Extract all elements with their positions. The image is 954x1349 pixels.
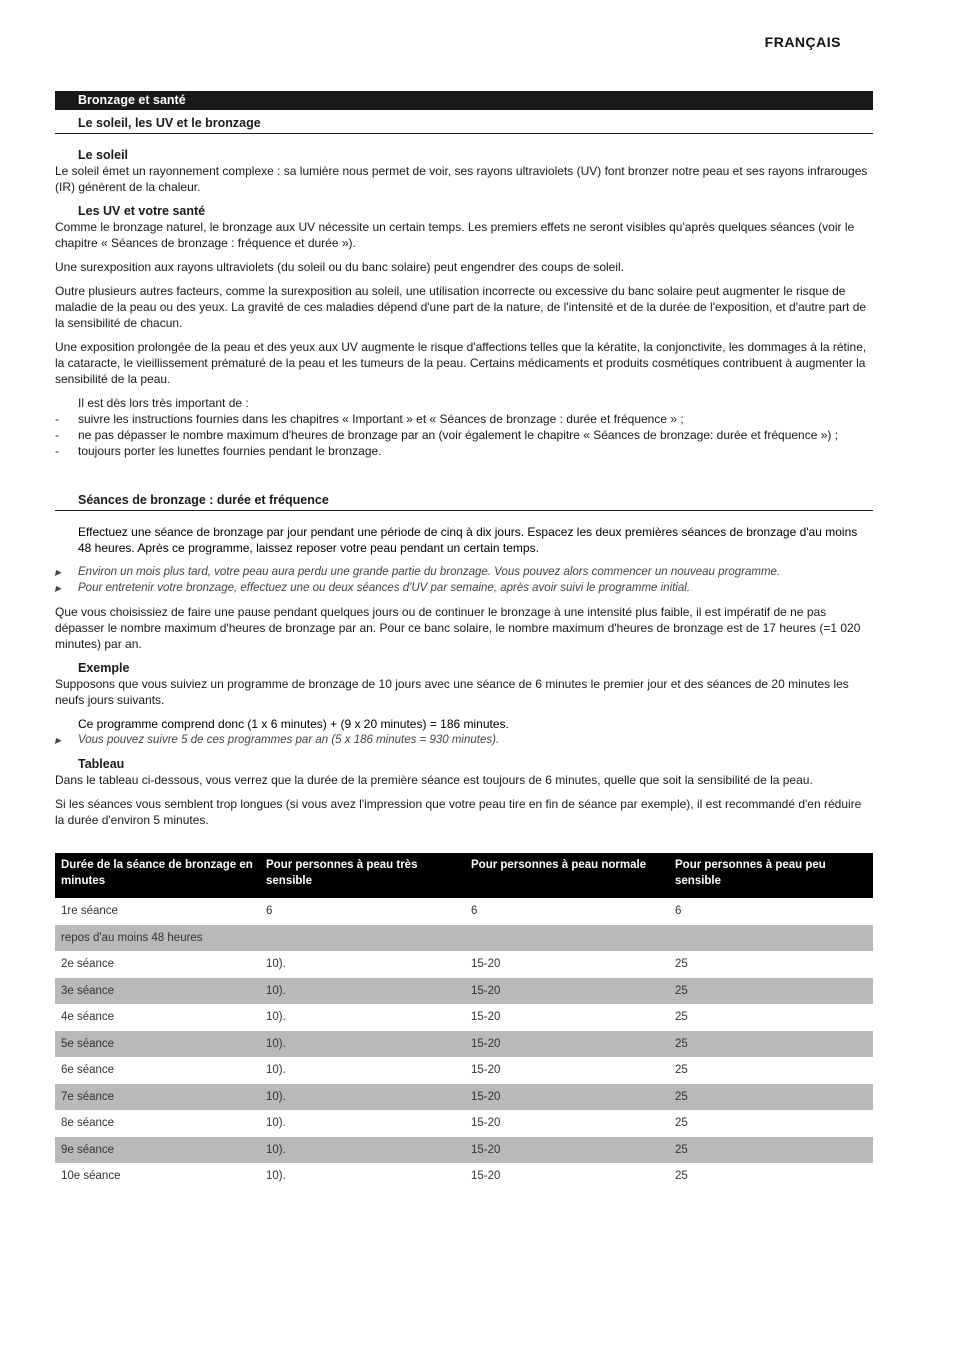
example-text: Supposons que vous suiviez un programme de bronzage de 10 jours avec une séance de 6 minutes le premier jour et des séances de 20 minutes les neufs jours suivants. — [55, 677, 849, 707]
column-header: Pour personnes à peau normale — [465, 853, 669, 898]
table-cell: 3e séance — [55, 978, 260, 1005]
sessions-intro: Effectuez une séance de bronzage par jour pendant une période de cinq à dix jours. Espacez les deux premières séances de bronzage d'au moins 48 heures. Après ce programme, laissez reposer votre peau pendant un certain temps. — [78, 525, 858, 555]
table-row — [55, 925, 873, 952]
column-header: Durée de la séance de bronzage en minutes — [55, 853, 260, 898]
table-cell: 6 — [471, 905, 478, 918]
table-cell: 25 — [669, 1031, 873, 1058]
table-cell: 9e séance — [55, 1137, 260, 1164]
table-cell: 15-20 — [471, 1064, 501, 1077]
table-intro-p1: Dans le tableau ci-dessous, vous verrez que la durée de la première séance est toujours de 6 minutes, quelle que soit la sensibilité de la peau. — [55, 773, 813, 787]
column-header: Pour personnes à peau peu sensible — [669, 853, 873, 898]
table-cell: 10). — [266, 1011, 286, 1024]
table-heading: Tableau — [78, 757, 125, 771]
table-cell: 25 — [669, 1084, 873, 1111]
table-cell: 6e séance — [61, 1064, 115, 1077]
pause-paragraph: Que vous choisissiez de faire une pause pendant quelques jours ou de continuer le bronzage à une intensité plus faible, il est impératif de ne pas dépasser le nombre maximum d'heures de bronzage par an. Pour ce banc solaire, le nombre maximum d'heures de bronzage est de 17 heures (=1 020 minutes) par an. — [55, 605, 861, 651]
uv-health-p2: Une surexposition aux rayons ultraviolets (du soleil ou du banc solaire) peut engendrer des coups de soleil. — [55, 260, 624, 274]
programme-line: Ce programme comprend donc (1 x 6 minutes) + (9 x 20 minutes) = 186 minutes. — [78, 717, 509, 731]
language-label: FRANÇAIS — [764, 34, 841, 50]
table-cell: 2e séance — [61, 958, 115, 971]
table-cell: 25 — [669, 978, 873, 1005]
subsection-heading-sun-uv: Le soleil, les UV et le bronzage — [55, 116, 873, 134]
uv-health-section — [55, 203, 873, 459]
table-row — [55, 1110, 873, 1137]
table-cell: 25 — [675, 1011, 688, 1024]
table-row — [55, 1163, 873, 1190]
table-cell: 10). — [260, 1137, 465, 1164]
table-cell: 15-20 — [465, 1137, 669, 1164]
subsection-heading-sessions: Séances de bronzage : durée et fréquence — [55, 493, 873, 511]
table-cell: 15-20 — [465, 1084, 669, 1111]
uv-health-p3: Outre plusieurs autres facteurs, comme la surexposition au soleil, une utilisation incorrecte ou excessive du banc solaire peut augmenter le risque de maladie de la peau ou des yeux. La gravité de ces maladies dépend d'une part de la nature, de l'intensité et de la durée de l'exposition, et d'autre part de la sensibilité de chacun. — [55, 284, 867, 330]
list-item: ▶ Vous pouvez suivre 5 de ces programmes par an (5 x 186 minutes = 930 minutes). — [55, 734, 500, 746]
uv-health-heading: Les UV et votre santé — [78, 204, 206, 218]
table-cell: 10e séance — [61, 1170, 121, 1183]
table-cell: 15-20 — [471, 1117, 501, 1130]
column-header: Pour personnes à peau très sensible — [260, 853, 465, 898]
table-row — [55, 898, 873, 925]
uv-health-p1: Comme le bronzage naturel, le bronzage aux UV nécessite un certain temps. Les premiers effets ne seront visibles qu'après quelques séances (voir le chapitre « Séances de bronzage : fréquence et durée »). — [55, 220, 855, 250]
table-cell: 8e séance — [61, 1117, 115, 1130]
table-cell: repos d'au moins 48 heures — [55, 925, 260, 952]
example-heading: Exemple — [78, 661, 130, 675]
list-item: ▶ Environ un mois plus tard, votre peau aura perdu une grande partie du bronzage. Vous pouvez alors commencer un nouveau programme. — [55, 566, 781, 578]
table-cell: 6 — [675, 905, 682, 918]
table-cell: 10). — [266, 1064, 286, 1077]
list-item: - ne pas dépasser le nombre maximum d'heures de bronzage par an (voir également le chapitre « Séances de bronzage: durée et fréquence ») ; — [55, 428, 839, 442]
table-cell: 15-20 — [465, 1031, 669, 1058]
table-cell: 4e séance — [61, 1011, 115, 1024]
table-cell: 15-20 — [465, 978, 669, 1005]
table-cell: 10). — [266, 1117, 286, 1130]
table-cell: 5e séance — [55, 1031, 260, 1058]
table-cell: 15-20 — [471, 1170, 501, 1183]
soleil-heading: Le soleil — [78, 148, 129, 162]
soleil-section — [55, 147, 873, 195]
section-title-bar — [55, 91, 873, 110]
table-cell: 25 — [675, 1117, 688, 1130]
table-cell: 25 — [669, 1137, 873, 1164]
table-cell: 10). — [260, 1084, 465, 1111]
table-header-row — [55, 853, 873, 898]
table-row — [55, 978, 873, 1005]
important-intro: Il est dès lors très important de : — [78, 396, 249, 410]
table-cell: 15-20 — [471, 958, 501, 971]
list-item: - toujours porter les lunettes fournies pendant le bronzage. — [55, 444, 382, 458]
uv-health-p4: Une exposition prolongée de la peau et des yeux aux UV augmente le risque d'affections telles que la kératite, la conjonctivite, les dommages à la rétine, la cataracte, le vieillissement prématuré de la peau et les tumeurs de la peau. Certains médicaments et produits cosmétiques contribuent à augmenter la sensibilité de la peau. — [55, 340, 867, 386]
table-cell — [260, 925, 465, 952]
table-cell — [669, 925, 873, 952]
table-cell: 10). — [260, 978, 465, 1005]
list-item: - suivre les instructions fournies dans les chapitres « Important » et « Séances de bronzage : durée et fréquence » ; — [55, 412, 684, 426]
table-row — [55, 1084, 873, 1111]
table-cell: 25 — [675, 958, 688, 971]
table-cell: 10). — [260, 1031, 465, 1058]
table-cell: 6 — [266, 905, 273, 918]
table-row — [55, 1004, 873, 1031]
table-cell: 25 — [675, 1064, 688, 1077]
sessions-section — [55, 524, 873, 828]
table-cell — [465, 925, 669, 952]
table-row — [55, 1031, 873, 1058]
soleil-text: Le soleil émet un rayonnement complexe : sa lumière nous permet de voir, ses rayons ultraviolets (UV) font bronzer notre peau et ses rayons infrarouges (IR) génèrent de la chaleur. — [55, 164, 868, 194]
table-cell: 10). — [266, 958, 286, 971]
tanning-schedule-table — [55, 853, 873, 1190]
list-item: ▶ Pour entretenir votre bronzage, effectuez une ou deux séances d'UV par semaine, après avoir suivi le programme initial. — [55, 582, 691, 594]
table-cell: 15-20 — [471, 1011, 501, 1024]
table-cell: 1re séance — [61, 905, 118, 918]
table-cell: 7e séance — [55, 1084, 260, 1111]
table-intro-p2: Si les séances vous semblent trop longues (si vous avez l'impression que votre peau tire en fin de séance par exemple), il est recommandé d'en réduire la durée d'environ 5 minutes. — [55, 797, 862, 827]
table-cell: 25 — [675, 1170, 688, 1183]
table-row — [55, 1137, 873, 1164]
table-row — [55, 1057, 873, 1084]
table-row — [55, 951, 873, 978]
table-cell: 10). — [266, 1170, 286, 1183]
section-title: Bronzage et santé — [78, 93, 186, 107]
